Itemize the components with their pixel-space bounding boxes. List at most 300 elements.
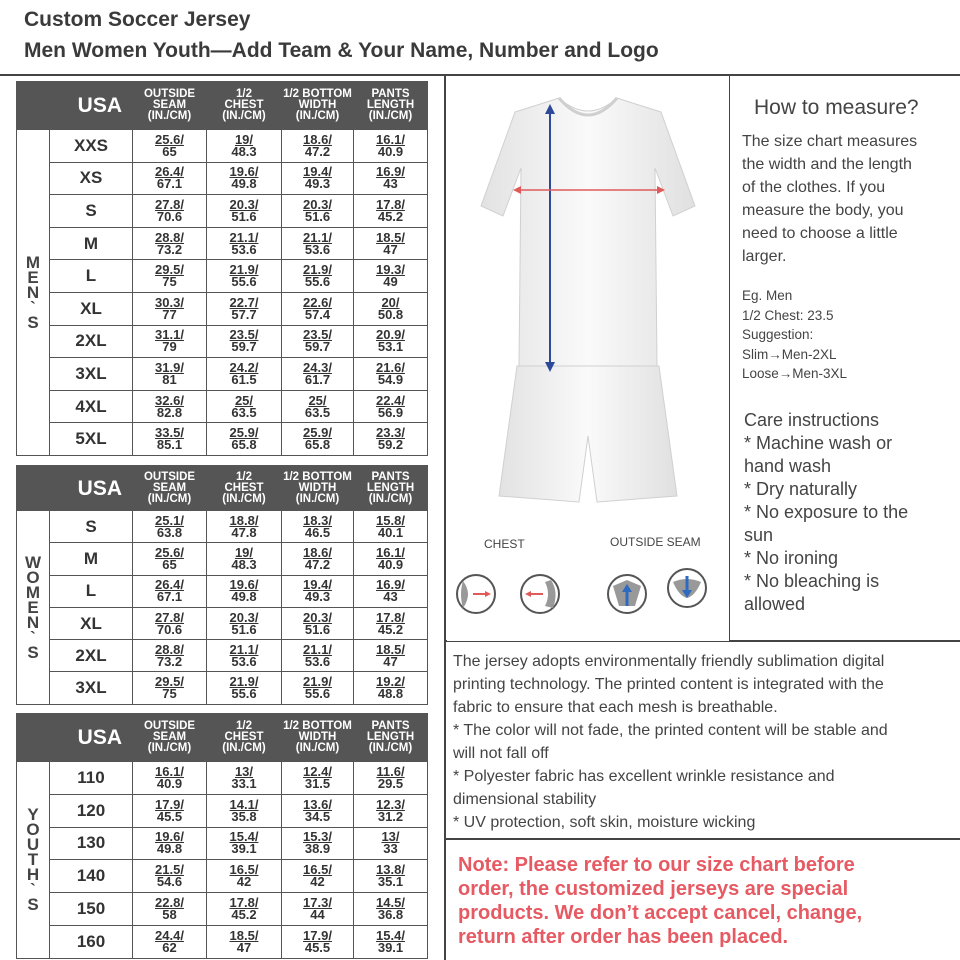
inch-value: 13.6/ [303, 796, 332, 812]
example-line: Loose→Men-3XL [742, 366, 848, 381]
cm-value: 54.6 [156, 874, 183, 890]
cm-value: 53.6 [304, 653, 331, 669]
cm-value: 48.3 [231, 556, 257, 572]
eco-line: The jersey adopts environmentally friendly sublimation digital [453, 653, 885, 670]
inch-value: 28.8/ [155, 229, 184, 245]
eco-line: fabric to ensure that each mesh is breathable. [453, 699, 778, 716]
youths-group-label [17, 762, 50, 959]
jersey-illustration [447, 76, 729, 641]
mens-header-row [17, 82, 428, 130]
cm-value: 35.1 [377, 874, 404, 890]
cm-value: 59.7 [304, 339, 331, 355]
inch-value: 21.9/ [303, 674, 332, 690]
measure-pants [354, 893, 428, 926]
cm-value: 48.8 [377, 686, 404, 702]
group-label-letter: M [25, 582, 41, 602]
inch-value: 15.4/ [229, 829, 259, 845]
cm-value: 53.6 [231, 241, 257, 257]
inch-value: 23.5/ [229, 327, 259, 343]
cm-value: 55.6 [304, 686, 331, 702]
youths-size-row [17, 827, 428, 860]
measure-line: need to choose a little [742, 225, 898, 242]
measure-seam [133, 260, 207, 293]
sizing-example [742, 286, 847, 384]
measure-seam [133, 794, 207, 827]
inch-value: 18.5/ [229, 927, 259, 943]
cm-value: 65.8 [231, 437, 257, 453]
measure-bottom [282, 130, 354, 163]
cm-value: 45.2 [377, 621, 404, 637]
cm-value: 82.8 [156, 404, 183, 420]
inch-value: 21.1/ [303, 641, 332, 657]
mens-body [17, 130, 428, 456]
size-label: 5XL [50, 423, 133, 456]
measure-line: of the clothes. If you [742, 179, 886, 196]
size-label: L [50, 575, 133, 607]
how-to-measure-title: How to measure? [754, 96, 919, 119]
mens-size-row [17, 260, 428, 293]
size-label: L [50, 260, 133, 293]
cm-value: 65 [162, 143, 177, 159]
eco-line: * UV protection, soft skin, moisture wicking [453, 814, 756, 831]
measure-chest [207, 925, 282, 958]
group-label-letter: ` [30, 627, 36, 647]
measure-pants [354, 292, 428, 325]
cm-value: 29.5 [377, 775, 404, 791]
cm-value: 47.2 [304, 143, 331, 159]
group-label-letter: E [27, 597, 39, 617]
inch-value: 29.5/ [155, 262, 184, 278]
chest-icon-right [521, 575, 559, 613]
measure-seam [133, 227, 207, 260]
inch-value: 19/ [234, 131, 254, 147]
group-label-letter: S [27, 895, 39, 915]
size-label: S [50, 511, 133, 543]
womens-header-row [17, 466, 428, 511]
measure-seam [133, 130, 207, 163]
inch-value: 25.9/ [303, 425, 332, 441]
cm-value: 53.6 [231, 653, 257, 669]
order-note [458, 853, 938, 949]
inch-value: 26.4/ [155, 164, 184, 180]
mens-size-row [17, 325, 428, 358]
cm-value: 70.6 [156, 621, 183, 637]
measure-bottom [282, 227, 354, 260]
measure-pants [354, 390, 428, 423]
cm-value: 47 [383, 653, 398, 669]
measure-seam [133, 390, 207, 423]
cm-value: 45.5 [156, 808, 183, 824]
inch-value: 22.8/ [155, 895, 184, 911]
womens-size-row [17, 511, 428, 543]
inch-value: 23.3/ [376, 425, 405, 441]
measure-seam [133, 575, 207, 607]
col-half-chest: 1/2 CHEST (IN./CM) [207, 466, 282, 511]
measure-bottom [282, 794, 354, 827]
inch-value: 16.9/ [376, 164, 405, 180]
seam-icon-right [668, 569, 706, 607]
note-top-divider [446, 838, 960, 840]
measure-pants [354, 325, 428, 358]
measure-line: The size chart measures [742, 133, 918, 150]
cm-value: 54.9 [377, 371, 404, 387]
inch-value: 20.3/ [303, 609, 332, 625]
cm-value: 44 [310, 907, 325, 923]
measure-pants [354, 162, 428, 195]
cm-value: 45.2 [231, 907, 257, 923]
mens-size-row [17, 390, 428, 423]
group-label-letter: E [27, 267, 39, 287]
cm-value: 48.3 [231, 143, 257, 159]
inch-value: 24.4/ [155, 927, 184, 943]
inch-value: 16.5/ [229, 862, 259, 878]
measure-chest [207, 640, 282, 672]
inch-value: 12.3/ [376, 796, 405, 812]
cm-value: 46.5 [304, 524, 331, 540]
inch-value: 18.5/ [376, 229, 405, 245]
cm-value: 40.1 [377, 524, 404, 540]
inch-value: 24.2/ [229, 359, 259, 375]
column-divider [444, 76, 446, 960]
shirt-shape [481, 98, 695, 366]
inch-value: 16.1/ [155, 763, 184, 779]
inch-value: 31.9/ [155, 359, 184, 375]
inch-value: 21.6/ [376, 359, 405, 375]
youths-size-row [17, 794, 428, 827]
outside-seam-label: OUTSIDE SEAM [610, 535, 701, 549]
mens-size-table [16, 81, 428, 456]
cm-value: 36.8 [377, 907, 404, 923]
example-line: Suggestion: [742, 327, 814, 342]
inch-value: 16.1/ [376, 544, 405, 560]
page-title: Custom Soccer Jersey [24, 8, 251, 31]
inch-value: 19.3/ [376, 262, 405, 278]
inch-value: 29.5/ [155, 674, 184, 690]
measure-bottom [282, 543, 354, 575]
measure-chest [207, 511, 282, 543]
how-to-measure-text [742, 130, 952, 268]
measure-bottom [282, 893, 354, 926]
measure-chest [207, 260, 282, 293]
eco-line: dimensional stability [453, 791, 597, 808]
measure-chest [207, 195, 282, 228]
womens-size-row [17, 607, 428, 639]
cm-value: 40.9 [377, 556, 404, 572]
measure-seam [133, 511, 207, 543]
measure-chest [207, 575, 282, 607]
care-line: allowed [744, 594, 806, 614]
cm-value: 53.1 [377, 339, 404, 355]
measure-chest [207, 390, 282, 423]
care-line: * No exposure to the [744, 502, 909, 522]
measure-bottom [282, 762, 354, 795]
youths-size-row [17, 762, 428, 795]
cm-value: 63.5 [231, 404, 257, 420]
inch-value: 18.3/ [303, 512, 332, 528]
care-line: * No bleaching is [744, 571, 880, 591]
cm-value: 75 [162, 274, 177, 290]
mens-size-row [17, 130, 428, 163]
womens-body [17, 511, 428, 705]
youths-header-row [17, 714, 428, 762]
cm-value: 45.5 [304, 939, 331, 955]
cm-value: 51.6 [231, 621, 257, 637]
inch-value: 19.4/ [303, 577, 332, 593]
inch-value: 19/ [234, 544, 254, 560]
care-line: * Dry naturally [744, 479, 858, 499]
note-line: Note: Please refer to our size chart before [458, 854, 855, 876]
mens-size-row [17, 195, 428, 228]
cm-value: 49.3 [304, 176, 331, 192]
measure-pants [354, 794, 428, 827]
page-header [0, 0, 960, 74]
cm-value: 51.6 [231, 208, 257, 224]
col-half-bottom: 1/2 BOTTOM WIDTH (IN./CM) [282, 82, 354, 130]
measure-bottom [282, 325, 354, 358]
measure-pants [354, 511, 428, 543]
inch-value: 23.5/ [303, 327, 332, 343]
cm-value: 49.8 [156, 841, 183, 857]
col-pants-length: PANTS LENGTH (IN./CM) [354, 466, 428, 511]
care-line: * No ironing [744, 548, 839, 568]
cm-value: 75 [162, 686, 177, 702]
jersey-diagram-svg [447, 76, 729, 641]
size-label: 4XL [50, 390, 133, 423]
cm-value: 73.2 [156, 241, 183, 257]
inch-value: 14.5/ [376, 895, 405, 911]
measure-bottom [282, 672, 354, 704]
seam-icon-left [608, 575, 646, 613]
group-label-letter: H [26, 865, 40, 885]
size-label: S [50, 195, 133, 228]
inch-value: 21.1/ [303, 229, 332, 245]
measure-seam [133, 195, 207, 228]
mens-size-row [17, 227, 428, 260]
col-half-chest: 1/2 CHEST (IN./CM) [207, 714, 282, 762]
inch-value: 13/ [234, 763, 254, 779]
group-label-letter: Y [27, 805, 39, 825]
cm-value: 55.6 [304, 274, 331, 290]
col-pants-length: PANTS LENGTH (IN./CM) [354, 714, 428, 762]
measure-line: larger. [742, 248, 787, 265]
measure-pants [354, 860, 428, 893]
col-outside-seam: OUTSIDE SEAM (IN./CM) [133, 466, 207, 511]
measure-chest [207, 423, 282, 456]
cm-value: 39.1 [231, 841, 257, 857]
measure-pants [354, 925, 428, 958]
cm-value: 43 [383, 589, 398, 605]
cm-value: 38.9 [304, 841, 331, 857]
mens-group-label [17, 130, 50, 456]
cm-value: 59.2 [377, 437, 404, 453]
cm-value: 39.1 [377, 939, 404, 955]
measure-chest [207, 130, 282, 163]
inch-value: 31.1/ [155, 327, 184, 343]
measure-seam [133, 893, 207, 926]
inch-value: 13.8/ [376, 862, 405, 878]
cm-value: 57.7 [231, 306, 257, 322]
measure-pants [354, 227, 428, 260]
measure-chest [207, 893, 282, 926]
region-label: USA [17, 466, 133, 511]
measure-seam [133, 640, 207, 672]
measure-bottom [282, 575, 354, 607]
inch-value: 21.5/ [155, 862, 184, 878]
example-line: 1/2 Chest: 23.5 [742, 307, 834, 323]
inch-value: 16.9/ [376, 577, 405, 593]
cm-value: 55.6 [231, 274, 257, 290]
care-line: Care instructions [744, 410, 880, 430]
measure-bottom [282, 925, 354, 958]
size-label: M [50, 227, 133, 260]
inch-value: 21.9/ [303, 262, 332, 278]
cm-value: 85.1 [156, 437, 183, 453]
col-half-chest: 1/2 CHEST (IN./CM) [207, 82, 282, 130]
cm-value: 33 [383, 841, 398, 857]
care-line: * Machine wash or [744, 433, 893, 453]
cm-value: 31.5 [304, 775, 331, 791]
measure-chest [207, 227, 282, 260]
group-label-letter: M [25, 252, 41, 272]
mens-size-row [17, 358, 428, 391]
cm-value: 55.6 [231, 686, 257, 702]
measure-chest [207, 292, 282, 325]
measure-bottom [282, 260, 354, 293]
measure-pants [354, 607, 428, 639]
inch-value: 17.8/ [376, 196, 405, 212]
note-line: return after order has been placed. [458, 926, 789, 948]
measure-seam [133, 672, 207, 704]
inch-value: 17.9/ [155, 796, 184, 812]
cm-value: 42 [310, 874, 325, 890]
eco-line: printing technology. The printed content is integrated with the [453, 676, 884, 693]
measure-pants [354, 260, 428, 293]
care-line: sun [744, 525, 774, 545]
measure-bottom [282, 640, 354, 672]
inch-value: 21.1/ [229, 641, 259, 657]
size-label: 150 [50, 893, 133, 926]
inch-value: 25/ [308, 392, 327, 408]
measure-chest [207, 543, 282, 575]
size-label: M [50, 543, 133, 575]
cm-value: 61.5 [231, 371, 257, 387]
region-label: USA [17, 714, 133, 762]
cm-value: 47 [236, 939, 252, 955]
size-label: 2XL [50, 325, 133, 358]
mens-size-row [17, 423, 428, 456]
inch-value: 24.3/ [303, 359, 332, 375]
cm-value: 62 [162, 939, 177, 955]
inch-value: 21.9/ [229, 674, 259, 690]
note-line: order, the customized jerseys are special [458, 878, 849, 900]
inch-value: 20.9/ [376, 327, 405, 343]
cm-value: 49 [383, 274, 398, 290]
inch-value: 12.4/ [303, 763, 332, 779]
measure-seam [133, 607, 207, 639]
measure-seam [133, 827, 207, 860]
inch-value: 19.6/ [155, 829, 184, 845]
youths-size-row [17, 925, 428, 958]
cm-value: 43 [383, 176, 398, 192]
inch-value: 14.1/ [229, 796, 259, 812]
size-label: 2XL [50, 640, 133, 672]
measure-seam [133, 762, 207, 795]
cm-value: 58 [162, 907, 177, 923]
inch-value: 27.8/ [155, 609, 184, 625]
group-label-letter: S [27, 312, 39, 332]
cm-value: 65.8 [304, 437, 331, 453]
cm-value: 31.2 [377, 808, 404, 824]
care-line: hand wash [744, 456, 832, 476]
eco-line: * The color will not fade, the printed content will be stable and [453, 722, 888, 739]
measure-pants [354, 672, 428, 704]
group-label-letter: T [27, 850, 39, 870]
size-label: XXS [50, 130, 133, 163]
cm-value: 79 [162, 339, 177, 355]
page-subtitle: Men Women Youth—Add Team & Your Name, Number and Logo [24, 39, 659, 62]
youths-body [17, 762, 428, 959]
inch-value: 22.6/ [303, 294, 332, 310]
cm-value: 63.8 [156, 524, 183, 540]
size-label: 3XL [50, 358, 133, 391]
inch-value: 22.7/ [229, 294, 259, 310]
cm-value: 51.6 [304, 621, 331, 637]
size-label: XL [50, 607, 133, 639]
measure-pants [354, 762, 428, 795]
cm-value: 51.6 [304, 208, 331, 224]
measure-pants [354, 423, 428, 456]
measure-pants [354, 543, 428, 575]
cm-value: 65 [162, 556, 177, 572]
inch-value: 25.6/ [155, 131, 184, 147]
cm-value: 53.6 [304, 241, 331, 257]
inch-value: 15.8/ [376, 512, 405, 528]
inch-value: 20.3/ [229, 196, 259, 212]
measure-seam [133, 925, 207, 958]
cm-value: 49.3 [304, 589, 331, 605]
inch-value: 19.6/ [229, 164, 259, 180]
note-line: products. We don’t accept cancel, change, [458, 902, 863, 924]
col-half-bottom: 1/2 BOTTOM WIDTH (IN./CM) [282, 466, 354, 511]
group-label-letter: S [27, 642, 39, 662]
youths-size-row [17, 893, 428, 926]
group-label-letter: U [26, 835, 40, 855]
measure-bottom [282, 860, 354, 893]
cm-value: 77 [162, 306, 177, 322]
shorts-shape [499, 366, 677, 502]
measure-pants [354, 358, 428, 391]
cm-value: 63.5 [304, 404, 331, 420]
fabric-description [453, 650, 958, 834]
measure-chest [207, 762, 282, 795]
womens-size-row [17, 672, 428, 704]
inch-value: 16.5/ [303, 862, 332, 878]
group-label-letter: ` [30, 297, 36, 317]
group-label-letter: O [26, 567, 40, 587]
measure-chest [207, 827, 282, 860]
inch-value: 20.3/ [303, 196, 332, 212]
cm-value: 57.4 [304, 306, 331, 322]
size-label: 3XL [50, 672, 133, 704]
inch-value: 17.8/ [376, 609, 405, 625]
size-label: XL [50, 292, 133, 325]
youths-size-table [16, 713, 428, 959]
inch-value: 19.6/ [229, 577, 259, 593]
measure-chest [207, 162, 282, 195]
cm-value: 45.2 [377, 208, 404, 224]
inch-value: 21.1/ [229, 229, 259, 245]
inch-value: 22.4/ [376, 392, 405, 408]
